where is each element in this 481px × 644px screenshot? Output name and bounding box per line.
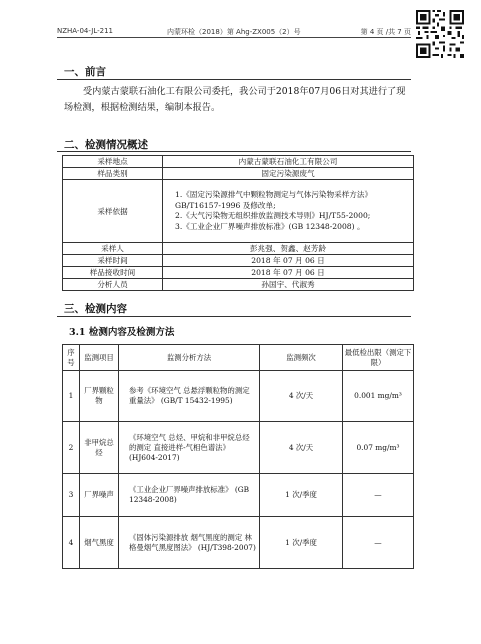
row-item: 非甲烷总烃 [80,422,119,474]
row-no: 2 [63,422,80,474]
row-method: 参考《环境空气 总悬浮颗粒物的测定 重量法》 (GB/T 15432-1995) [119,371,260,422]
table-row [63,422,414,474]
methods-table [62,344,414,569]
section-1-title: 一、前言 [64,66,106,78]
header-rule [57,37,411,38]
overview-key: 采样人 [63,243,163,255]
overview-value: 内蒙古蒙联石油化工有限公司 [163,156,414,168]
table-row [63,156,414,168]
basis-line: 2.《大气污染物无组织排放监测技术导则》HJ/T55-2000; [175,211,371,220]
col-header-limit: 最低检出限（测定下限） [343,345,414,371]
row-frequency: 4 次/天 [260,422,343,474]
col-header-frequency: 监测频次 [260,345,343,371]
row-method: 《工业企业厂界噪声排放标准》 (GB 12348-2008) [119,474,260,517]
col-header-item: 监测项目 [80,345,119,371]
overview-table [62,155,414,291]
sampling-basis [163,180,414,243]
intro-paragraph [64,84,412,116]
overview-value: 固定污染源废气 [163,168,414,180]
overview-value: 孙国宇、代淑秀 [163,279,414,291]
overview-value: 2018 年 07 月 06 日 [163,255,414,267]
overview-value: 彭兆强、贺鑫、赵芳龄 [163,243,414,255]
table-row [63,371,414,422]
table-row [63,517,414,569]
intro-text: 受内蒙古蒙联石油化工有限公司委托，我公司于2018年07月06日对其进行了现场检测，根据检测结果，编制本报告。 [64,86,406,113]
col-header-no: 序号 [63,345,80,371]
row-limit: — [343,474,414,517]
table-row [63,168,414,180]
overview-value: 2018 年 07 月 06 日 [163,267,414,279]
section-3-title: 三、检测内容 [64,303,127,315]
row-limit: — [343,517,414,569]
doc-code: NZHA-04-JL-211 [57,27,114,35]
overview-key: 样品类别 [63,168,163,180]
row-no: 4 [63,517,80,569]
table-row [63,180,414,243]
row-limit: 0.001 mg/m³ [343,371,414,422]
subsection-title: 3.1 检测内容及检测方法 [69,327,175,338]
basis-line: 3.《工业企业厂界噪声排放标准》(GB 12348-2008) 。 [175,221,365,231]
row-item: 烟气黑度 [80,517,119,569]
table-row [63,243,414,255]
section-2-title: 二、检测情况概述 [64,139,148,151]
row-no: 3 [63,474,80,517]
overview-key: 样品接收时间 [63,267,163,279]
page-number: 第 4 页 /共 7 页 [360,28,411,36]
row-item: 厂界噪声 [80,474,119,517]
section-2-rule [57,151,411,152]
row-method: 《环境空气 总烃、甲烷和非甲烷总烃的测定 直接进样-气相色谱法》 (HJ604-2017) [119,422,260,474]
table-row [63,474,414,517]
table-row [63,279,414,291]
qr-code-icon [414,8,466,60]
section-1-rule [57,79,411,80]
row-frequency: 1 次/季度 [260,517,343,569]
col-header-method: 监测分析方法 [119,345,260,371]
row-method: 《固体污染源排放 烟气黑度的测定 林格曼烟气黑度图法》 (HJ/T398-2007) [119,517,260,569]
table-row [63,267,414,279]
overview-key: 采样依据 [63,180,163,243]
section-3-rule [57,316,411,317]
table-row [63,255,414,267]
report-number: 内蒙环检（2018）第 Ahg-ZX005（2）号 [167,28,301,36]
row-limit: 0.07 mg/m³ [343,422,414,474]
overview-key: 采样地点 [63,156,163,168]
row-frequency: 1 次/季度 [260,474,343,517]
row-item: 厂界颗粒物 [80,371,119,422]
basis-line: 1.《固定污染源排气中颗粒物测定与气体污染物采样方法》GB/T16157-1996 及修改单; [175,190,373,210]
row-no: 1 [63,371,80,422]
overview-key: 分析人员 [63,279,163,291]
row-frequency: 4 次/天 [260,371,343,422]
overview-key: 采样时间 [63,255,163,267]
table-header-row [63,345,414,371]
